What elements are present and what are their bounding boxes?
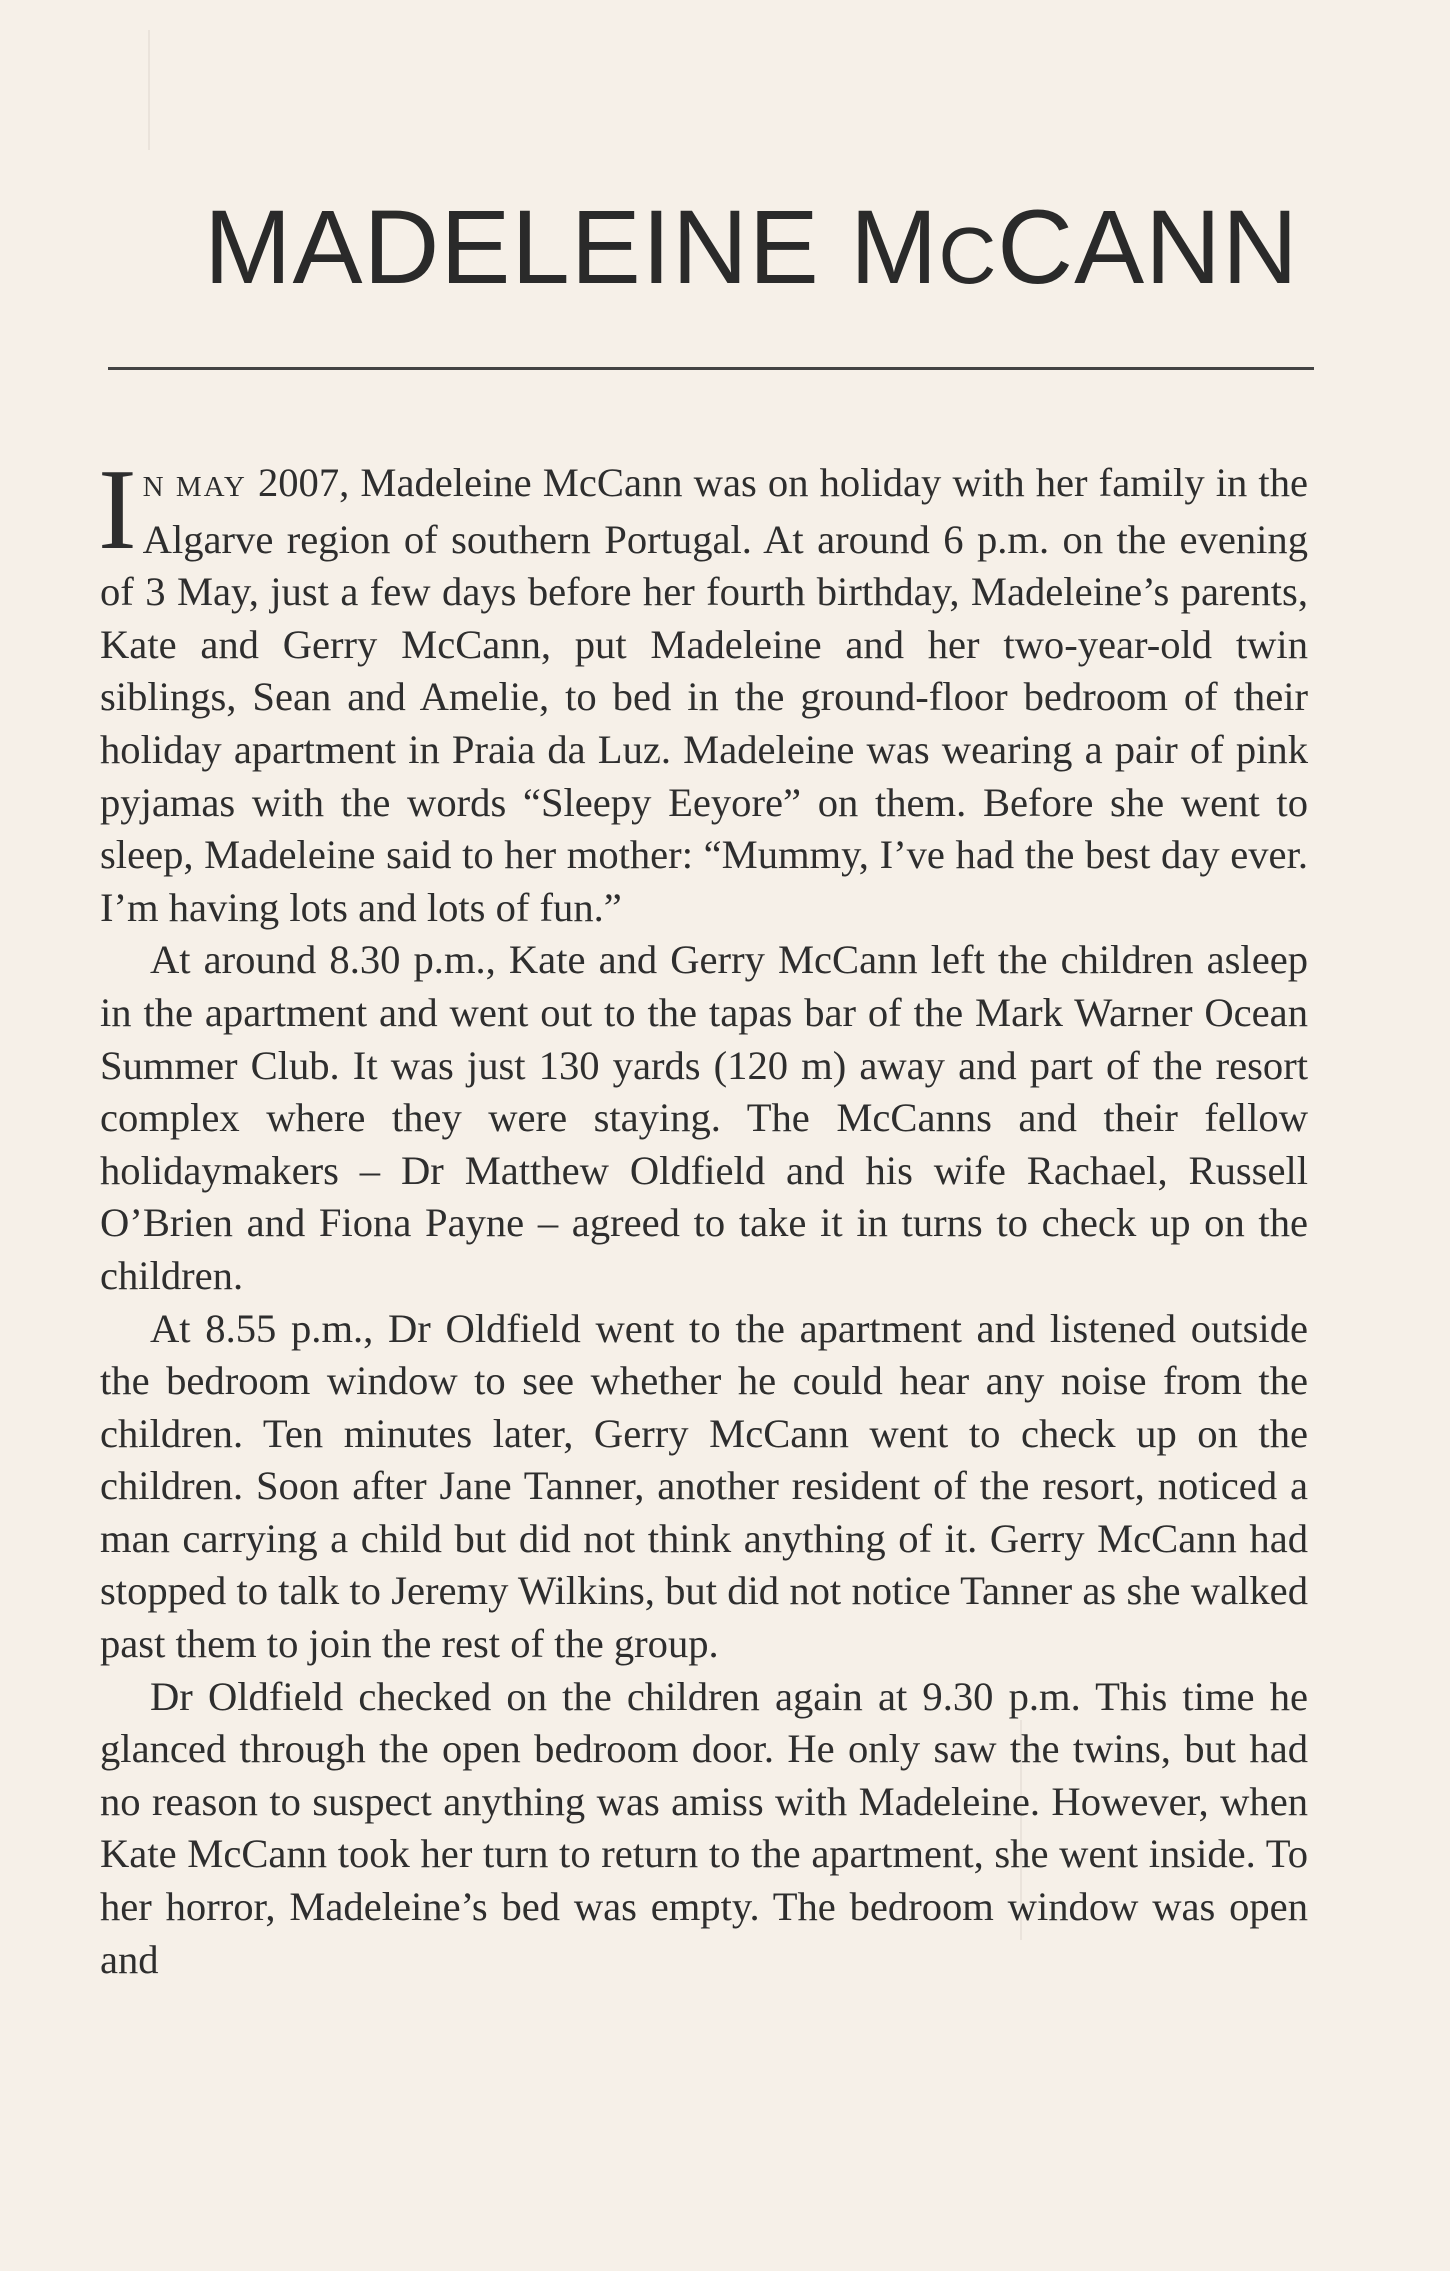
paragraph-1-text: 2007, Madeleine McCann was on holiday with her family in the Algarve region of southern Portugal. At around 6 p.m. on the evening of 3 May, just a few days before her fourth birthday, Madeleine’s parents, Kate and Gerry McCann, put Madeleine and her two-year-old twin siblings, Sean and Amelie, to bed in the ground-floor bedroom of their holiday apartment in Praia da Luz. Madeleine was wearing a pair of pink pyjamas with the words “Sleepy Eeyore” on them. Before she went to sleep, Madeleine said to her mother: “Mummy, I’ve had the best day ever. I’m having lots and lots of fun.” (100, 460, 1309, 930)
chapter-title-part-2: CANN (997, 189, 1299, 306)
chapter-title-part-1: MADELEINE M (204, 189, 939, 306)
chapter-title (204, 189, 1299, 306)
paragraph-2: At around 8.30 p.m., Kate and Gerry McCann left the children asleep in the apartment and went out to the tapas bar of the Mark Warner Ocean Summer Club. It was just 130 yards (120 m) away and part of the resort complex where they were staying. The McCanns and their fellow holidaymakers – Dr Matthew Oldfield and his wife Rachael, Russell O’Brien and Fiona Payne – agreed to take it in turns to check up on the children. (100, 937, 1308, 1298)
paragraph-1-small-caps: N MAY (142, 471, 247, 503)
paper-scuff (148, 30, 150, 150)
drop-cap: I (98, 446, 137, 574)
paragraph-1 (98, 446, 1309, 934)
paragraph-4: Dr Oldfield checked on the children again at 9.30 p.m. This time he glanced through the open bedroom door. He only saw the twins, but had no reason to suspect anything was amiss with Madeleine. However, when Kate McCann took her turn to return to the apartment, she went inside. To her horror, Madeleine’s bed was empty. The bedroom window was open and (100, 1673, 1308, 1982)
title-divider (108, 367, 1314, 370)
paragraph-3: At 8.55 p.m., Dr Oldfield went to the apartment and listened outside the bedroom window to see whether he could hear any noise from the children. Ten minutes later, Gerry McCann went to check up on the children. Soon after Jane Tanner, another resident of the resort, noticed a man carrying a child but did not think anything of it. Gerry McCann had stopped to talk to Jeremy Wilkins, but did not notice Tanner as she walked past them to join the rest of the group. (100, 1305, 1308, 1667)
chapter-title-small-cap: C (938, 211, 998, 300)
body-text (98, 446, 1309, 1986)
